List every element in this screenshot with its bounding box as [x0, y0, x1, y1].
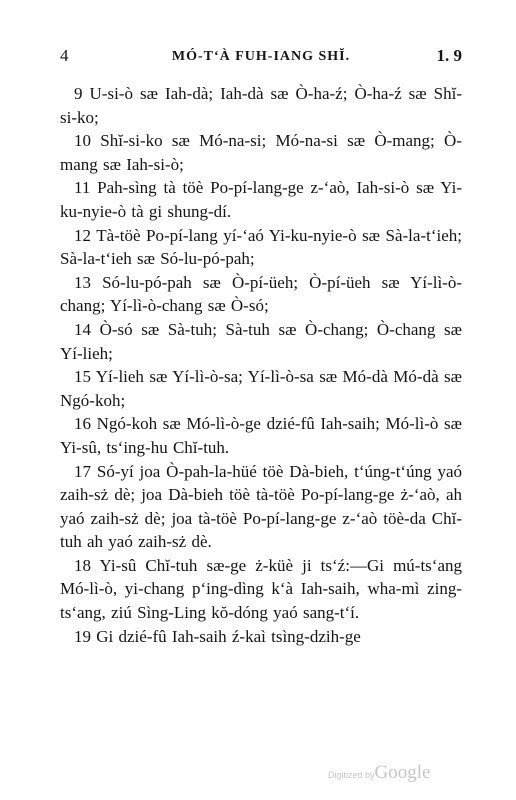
page-header [60, 46, 462, 70]
running-title: MÓ-T‘À FUH-IANG SHĬ. [171, 49, 351, 64]
verse-19: 19 Gi dzié-fû Iah-saih ź-kaì tsìng-dzih-ge [74, 626, 361, 646]
body-text [60, 82, 462, 648]
verse-14: 14 Ò-só sæ Sà-tuh; Sà-tuh sæ Ò-chang; Ò-chang sæ Yí-lieh; [60, 319, 462, 363]
chapter-verse-ref: 1. 9 [436, 46, 462, 65]
verse-12: 12 Tà-töè Po-pí-lang yí-‘aó Yi-ku-nyie-ò sæ Sà-la-t‘ieh; Sà-la-t‘ieh sæ Só-lu-pó-pah; [60, 225, 462, 269]
verse-15: 15 Yí-lieh sæ Yí-lì-ò-sa; Yí-lì-ò-sa sæ Mó-dà Mó-dà sæ Ngó-koh; [60, 367, 462, 410]
digitized-by-google-watermark [328, 762, 430, 784]
digitized-label: Digitized by [328, 770, 375, 780]
verse-10: 10 Shĭ-si-ko sæ Mó-na-si; Mó-na-si sæ Ò-mang; Ò-mang sæ Iah-si-ò; [60, 131, 462, 174]
page-number: 4 [60, 46, 69, 65]
verse-16: 16 Ngó-koh sæ Mó-lì-ò-ge dzié-fû Iah-saih; Mó-lì-ò sæ Yi-sû, ts‘ing-hu Chĭ-tuh. [60, 414, 462, 457]
google-wordmark: Google [374, 762, 431, 783]
verse-11: 11 Pah-sìng tà töè Po-pí-lang-ge z-‘aò, Iah-si-ò sæ Yi-ku-nyie-ò tà gi shung-dí. [60, 178, 462, 221]
verse-13: 13 Só-lu-pó-pah sæ Ò-pí-üeh; Ò-pí-üeh sæ Yí-lì-ò-chang; Yí-lì-ò-chang sæ Ò-só; [60, 272, 462, 316]
verse-17: 17 Só-yí joa Ò-pah-la-hüé töè Dà-bieh, t‘úng-t‘úng yaó zaih-sż dè; joa Dà-bieh töè tà-töè Po-pí-lang-ge ż-‘aò, ah yaó zaih-sż dè; joa tà-töè Po-pí-lang-ge z-‘aò töè-da Chĭ-tuh ah yaó zaih-sż dè. [60, 461, 462, 552]
verse-18: 18 Yi-sû Chĭ-tuh sæ-ge ż-küè ji ts‘ź:—Gi mú-ts‘ang Mó-lì-ò, yi-chang p‘ing-dìng k‘à Iah-saih, wha-mì zing-ts‘ang, ziú Sìng-Ling kŏ-dóng yaó sang-t‘í. [60, 555, 462, 623]
verse-9: 9 U-si-ò sæ Iah-dà; Iah-dà sæ Ò-ha-ź; Ò-ha-ź sæ Shĭ-si-ko; [60, 84, 462, 127]
